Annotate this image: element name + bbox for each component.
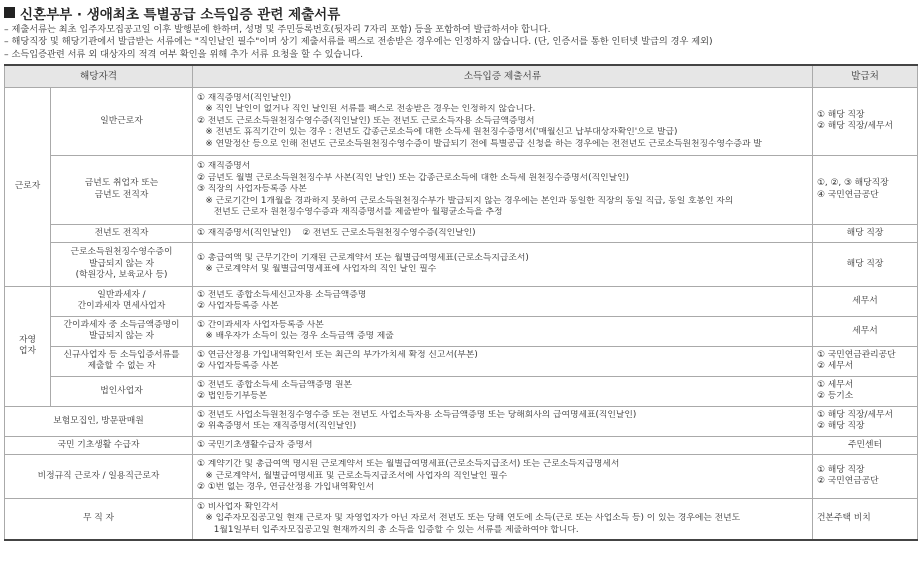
document-line: ※ 입주자모집공고일 현재 근로자 및 자영업자가 아닌 자로서 전년도 또는 당해 연도에 소득(근로 또는 사업소득 등) 이 있는 경우에는 전년도 [197,513,741,524]
document-line: ① 간이과세자 사업자등록증 사본 [197,319,324,330]
document-line: 1월1일부터 입주자모집공고일 현재까지의 총 소득을 입증할 수 있는 서류를 제출하여야 합니다. [197,524,579,535]
qualification-label-line: 발급되지 않는 자 [88,331,155,342]
document-line: ※ 연말정산 등으로 인해 전년도 근로소득원천징수영수증이 발급되기 전에 특별공급 신청을 하는 경우에는 전전년도 근로소득원천징수영수증과 발 [197,138,762,149]
document-line: ① 계약기간 및 총급여액 명시된 근로계약서 또는 월별급여명세표(근로소득지급조서) 또는 근로소득지급명세서 [197,459,620,470]
qualification-label [51,242,193,286]
issuer-line: ① 해당 직장 [817,464,865,475]
document-line: ① 연금산정용 가입내역확인서 또는 최근의 부가가치세 확정 신고서(부본) [197,349,478,360]
table-row [5,242,918,286]
qualification-label [5,406,193,436]
issuer-cell [813,376,918,406]
issuer-line: ① 국민연금관리공단 [817,349,896,360]
table-row [5,346,918,376]
qualification-label-line: (학원강사, 보육교사 등) [75,270,168,281]
qualification-label-line: 금년도 전직자 [94,189,149,200]
documents-cell [193,155,813,224]
header-qualification: 해당자격 [5,65,193,88]
issuer-line: ① 해당 직장 [817,109,865,120]
qualification-label [51,376,193,406]
qualification-label [51,155,193,224]
header-issuer: 발급처 [813,65,918,88]
document-line: ② ①번 없는 경우, 연금산정용 가입내역확인서 [197,482,375,493]
document-line: ① 재직증명서 [197,161,251,172]
document-line: ※ 배우자가 소득이 있는 경우 소득금액 증명 제출 [197,331,394,342]
document-line: ① 전년도 종합소득세 소득금액증명 원본 [197,379,353,390]
documents-cell [193,242,813,286]
issuer-cell [813,406,918,436]
issuer-line: 세무서 [852,325,878,336]
note-item: – 소득입증관련 서류 외 대상자의 적격 여부 확인을 위해 추가 서류 요청을 할 수 있습니다. [4,48,364,60]
issuer-line: ② 해당 직장/세무서 [817,121,893,132]
issuer-line: 세무서 [852,295,878,306]
qualification-label-line: 제출할 수 없는 자 [87,361,156,372]
qualification-label-line: 법인사업자 [100,385,143,396]
document-line: ② 위촉증명서 또는 재직증명서(직인날인) [197,421,357,432]
issuer-line: ① 세무서 [817,379,854,390]
issuer-line: 해당 직장 [846,227,884,238]
issuer-cell [813,454,918,498]
qualification-label [51,316,193,346]
group-worker: 근로자 [5,87,51,286]
issuer-cell [813,498,918,540]
issuer-line: ② 등기소 [817,391,854,402]
issuer-line: ② 국민연금공단 [817,476,879,487]
qualification-label [51,224,193,242]
square-bullet-icon [4,7,15,18]
documents-table [4,64,918,542]
issuer-cell [813,286,918,316]
document-line: ② 사업자등록증 사본 [197,301,279,312]
issuer-line: 해당 직장 [846,258,884,269]
note-item: – 제출서류는 최초 입주자모집공고일 이후 발행분에 한하며, 성명 및 주민등록번호(뒷자리 7자리 포함) 등을 포함하여 발급하셔야 합니다. [4,24,551,35]
notes-list [4,24,917,61]
qualification-label-line: 일반근로자 [100,115,143,126]
documents-cell [193,316,813,346]
qualification-label-line: 근로소득원천징수영수증이 [70,247,173,258]
table-row [5,376,918,406]
issuer-cell [813,242,918,286]
qualification-label [51,87,193,155]
qualification-label-line: 비정규직 근로자 / 일용직근로자 [37,470,160,481]
document-line: ① 총급여액 및 근무기간이 기재된 근로계약서 또는 월별급여명세표(근로소득지급조서) [197,252,529,263]
table-row [5,87,918,155]
document-line: ※ 직인 날인이 없거나 직인 날인된 서류를 팩스로 전송받은 경우는 인정하지 않습니다. [197,104,536,115]
table-header-row [5,65,918,88]
document-line: ① 비사업자 확인각서 [197,502,279,513]
issuer-line: 주민센터 [848,439,883,450]
qualification-label [5,454,193,498]
documents-cell [193,454,813,498]
issuer-line: ①, ②, ③ 해당직장 [817,178,889,189]
documents-cell [193,498,813,540]
qualification-label [5,436,193,454]
document-line: ② 금년도 월별 근로소득원천징수부 사본(직인 날인) 또는 갑종근로소득에 대한 소득세 원천징수증명서(직인날인) [197,172,629,183]
issuer-cell [813,155,918,224]
header-documents: 소득입증 제출서류 [193,65,813,88]
issuer-cell [813,316,918,346]
group-self-employed-label: 자영 업자 [19,334,36,357]
qualification-label-line: 전년도 전직자 [94,227,149,238]
qualification-label-line: 금년도 취업자 또는 [84,178,159,189]
qualification-label-line: 국민 기초생활 수급자 [57,439,140,450]
issuer-line: ④ 국민연금공단 [817,189,879,200]
table-body [5,87,918,540]
documents-cell [193,346,813,376]
document-line: ② 사업자등록증 사본 [197,361,279,372]
document-line: ※ 근로기간이 1개월을 경과하지 못하여 근로소득원천징수부가 발급되지 않는 경우에는 본인과 동일한 직장의 동일 직급, 동일 호봉인 자의 [197,195,734,206]
section-title [4,3,917,22]
table-row [5,316,918,346]
documents-cell [193,436,813,454]
table-row [5,454,918,498]
qualification-label-line: 간이과세자 중 소득금액증명이 [63,319,180,330]
documents-cell [193,406,813,436]
note-item: – 해당직장 및 해당기관에서 발급받는 서류에는 "직인날인 필수"이며 상기 제출서류를 팩스로 전송받은 경우에는 인정하지 않습니다. (단, 인증서를 통한 인터넷 발급의 경우 제외) [4,36,713,48]
section-title-text: 신혼부부 · 생애최초 특별공급 소득입증 관련 제출서류 [20,6,341,23]
document-line: ※ 근로계약서, 월별급여명세표 및 근로소득지급조서에 사업자의 직인날인 필수 [197,470,508,481]
issuer-line: ① 해당 직장/세무서 [817,409,893,420]
qualification-label [51,286,193,316]
qualification-label-line: 보험모집인, 방문판매원 [53,415,144,426]
document-line: ② 전년도 근로소득원천징수영수증(직인날인) 또는 전년도 근로소득자용 소득금액증명서 [197,115,535,126]
issuer-cell [813,224,918,242]
document-line: 전년도 근로자 원천징수영수증과 재직증명서를 제출받아 월평균소득을 추정 [197,207,503,217]
table-row [5,436,918,454]
document-line: ※ 근로계약서 및 월별급여명세표에 사업자의 직인 날인 필수 [197,264,437,275]
documents-cell [193,376,813,406]
document-line: ① 전년도 종합소득세신고자용 소득금액증명 [197,289,367,300]
document-line: ③ 직장의 사업자등록증 사본 [197,184,307,195]
qualification-label-line: 신규사업자 등 소득입증서류를 [63,349,180,360]
document-line: ※ 전년도 휴직기간이 있는 경우 : 전년도 갑종근로소득에 대한 소득세 원천징수증명서('매월신고 납부대상자확인'으로 발급) [197,127,678,138]
documents-cell [193,224,813,242]
qualification-label-line: 발급되지 않는 자 [88,258,155,269]
table-row [5,406,918,436]
qualification-label [51,346,193,376]
table-row [5,498,918,540]
qualification-label [5,498,193,540]
group-self-employed [5,286,51,406]
qualification-label-line: 일반과세자 / [97,289,146,300]
issuer-line: 건본주택 비치 [817,513,871,524]
qualification-label-line: 간이과세자 면세사업자 [77,301,166,312]
table-row [5,224,918,242]
issuer-cell [813,87,918,155]
table-row [5,286,918,316]
qualification-label-line: 무 직 자 [82,513,115,524]
issuer-line: ② 해당 직장 [817,421,865,432]
document-line: ① 재직증명서(직인날인) [197,92,292,103]
table-row [5,155,918,224]
issuer-line: ② 세무서 [817,361,854,372]
document-line: ① 전년도 사업소득원천징수영수증 또는 전년도 사업소득자용 소득금액증명 또는 당해회사의 급여명세표(직인날인) [197,409,637,420]
document-line: ① 재직증명서(직인날인) ② 전년도 근로소득원천징수영수증(직인날인) [197,227,476,238]
issuer-cell [813,346,918,376]
documents-cell [193,87,813,155]
documents-cell [193,286,813,316]
issuer-cell [813,436,918,454]
document-line: ② 법인등기부등본 [197,391,268,402]
document-line: ① 국민기초생활수급자 증명서 [197,439,313,450]
